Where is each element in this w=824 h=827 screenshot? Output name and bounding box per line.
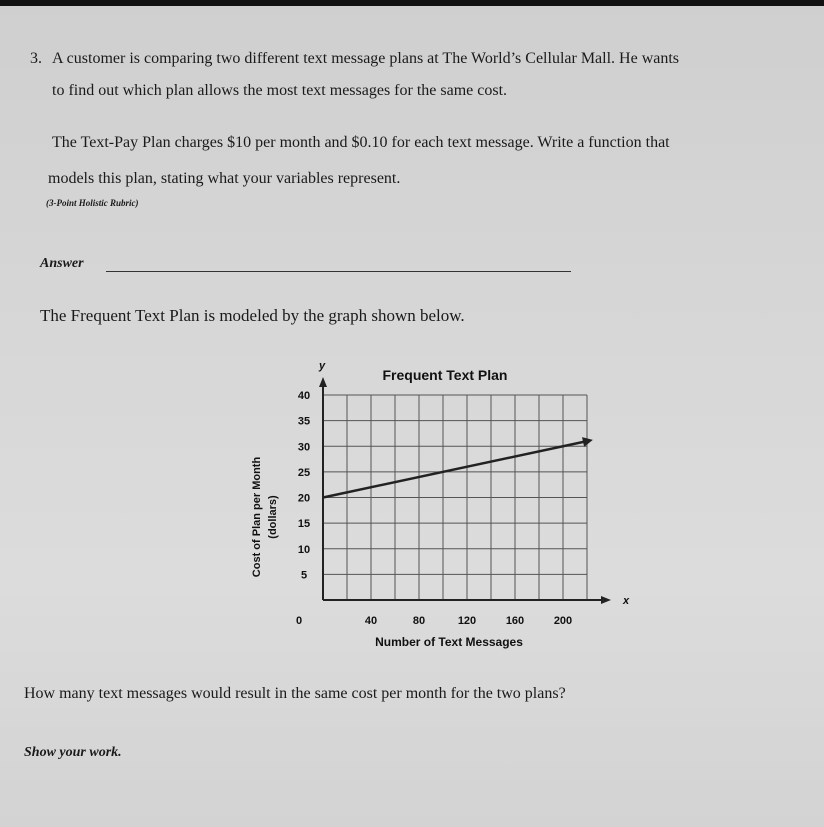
question-text-line-2: to find out which plan allows the most text messages for the same cost. bbox=[52, 82, 508, 99]
x-tick-label: 80 bbox=[412, 615, 426, 627]
graph-intro-text: The Frequent Text Plan is modeled by the graph shown below. bbox=[40, 306, 465, 325]
y-tick-label: 25 bbox=[297, 466, 311, 479]
answer-line[interactable] bbox=[106, 271, 571, 272]
answer-label: Answer bbox=[40, 256, 84, 271]
y-tick-label: 5 bbox=[300, 569, 308, 582]
y-axis-letter: y bbox=[319, 360, 326, 372]
origin-label: 0 bbox=[295, 615, 303, 627]
plan-description-line-2: models this plan, stating what your variables represent. bbox=[48, 170, 401, 187]
y-tick-label: 10 bbox=[297, 543, 311, 556]
y-tick-label: 15 bbox=[297, 518, 311, 531]
frequent-text-plan-chart bbox=[240, 355, 640, 655]
final-question: How many text messages would result in the same cost per month for the two plans? bbox=[24, 685, 566, 702]
question-text-line-1: A customer is comparing two different text message plans at The World’s Cellular Mall. He wants bbox=[52, 50, 680, 67]
plan-description-line-1: The Text-Pay Plan charges $10 per month and $0.10 for each text message. Write a function that bbox=[52, 134, 670, 151]
x-axis-label: Number of Text Messages bbox=[375, 635, 523, 649]
x-tick-label: 160 bbox=[505, 615, 525, 627]
y-axis-label-line-1: Cost of Plan per Month bbox=[251, 456, 263, 578]
y-axis-arrow bbox=[319, 377, 327, 387]
y-tick-label: 20 bbox=[297, 492, 311, 505]
y-tick-label: 35 bbox=[297, 415, 311, 428]
chart-ticks bbox=[296, 390, 572, 627]
x-axis-arrow bbox=[601, 596, 611, 604]
x-tick-label: 120 bbox=[457, 615, 477, 627]
x-tick-label: 40 bbox=[364, 615, 378, 627]
x-tick-label: 200 bbox=[553, 615, 573, 627]
chart-title: Frequent Text Plan bbox=[382, 367, 508, 383]
y-tick-label: 30 bbox=[297, 441, 311, 454]
rubric-note: (3-Point Holistic Rubric) bbox=[46, 198, 139, 208]
show-work-instruction: Show your work. bbox=[24, 745, 122, 760]
x-axis-letter: x bbox=[623, 595, 630, 607]
y-tick-label: 40 bbox=[297, 390, 311, 402]
series-line bbox=[323, 441, 587, 497]
question-number: 3. bbox=[30, 50, 42, 67]
chart-axes bbox=[318, 360, 630, 607]
chart-grid bbox=[323, 395, 587, 600]
top-edge-bar bbox=[0, 0, 824, 6]
y-axis-label-line-2: (dollars) bbox=[267, 495, 279, 539]
